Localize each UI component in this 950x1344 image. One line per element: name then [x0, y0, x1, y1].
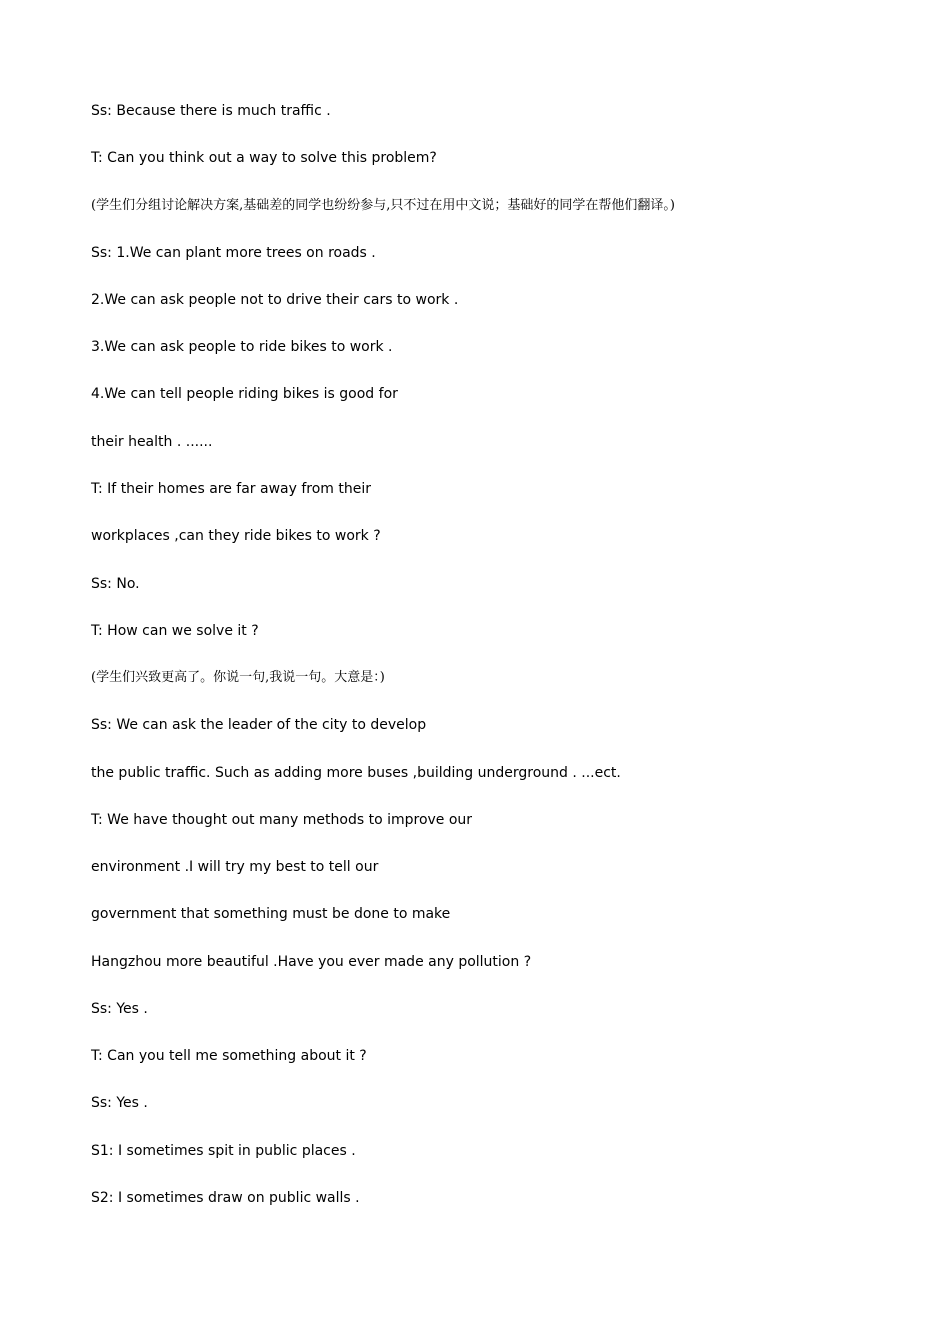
- text-line: government that something must be done to make: [91, 906, 451, 922]
- text-line: 2.We can ask people not to drive their cars to work .: [91, 292, 459, 308]
- text-line: Ss: Yes .: [91, 1001, 148, 1017]
- text-line: T: How can we solve it ?: [91, 623, 259, 639]
- text-line: workplaces ,can they ride bikes to work ?: [91, 528, 381, 544]
- text-line: Hangzhou more beautiful .Have you ever made any pollution ?: [91, 954, 532, 970]
- text-line: (学生们兴致更高了。你说一句,我说一句。大意是：): [91, 670, 385, 685]
- text-line: S2: I sometimes draw on public walls .: [91, 1190, 360, 1206]
- text-line: Ss: 1.We can plant more trees on roads .: [91, 245, 376, 261]
- text-line: Ss: No.: [91, 576, 140, 592]
- text-line: T: If their homes are far away from their: [91, 481, 371, 497]
- text-line: 4.We can tell people riding bikes is good for: [91, 386, 398, 402]
- text-line: Ss: Yes .: [91, 1095, 148, 1111]
- text-line: 3.We can ask people to ride bikes to work .: [91, 339, 393, 355]
- text-line: Ss: Because there is much traffic .: [91, 103, 331, 119]
- text-line: S1: I sometimes spit in public places .: [91, 1143, 356, 1159]
- text-line: their health . ......: [91, 434, 213, 450]
- text-line: (学生们分组讨论解决方案,基础差的同学也纷纷参与,只不过在用中文说；基础好的同学在帮他们翻译。): [91, 198, 675, 213]
- text-line: Ss: We can ask the leader of the city to develop: [91, 717, 427, 733]
- text-line: T: Can you think out a way to solve this problem?: [91, 150, 437, 166]
- text-line: T: Can you tell me something about it ?: [91, 1048, 367, 1064]
- text-line: environment .I will try my best to tell our: [91, 859, 379, 875]
- text-line: the public traffic. Such as adding more buses ,building underground . ...ect.: [91, 765, 621, 781]
- text-line: T: We have thought out many methods to improve our: [91, 812, 473, 828]
